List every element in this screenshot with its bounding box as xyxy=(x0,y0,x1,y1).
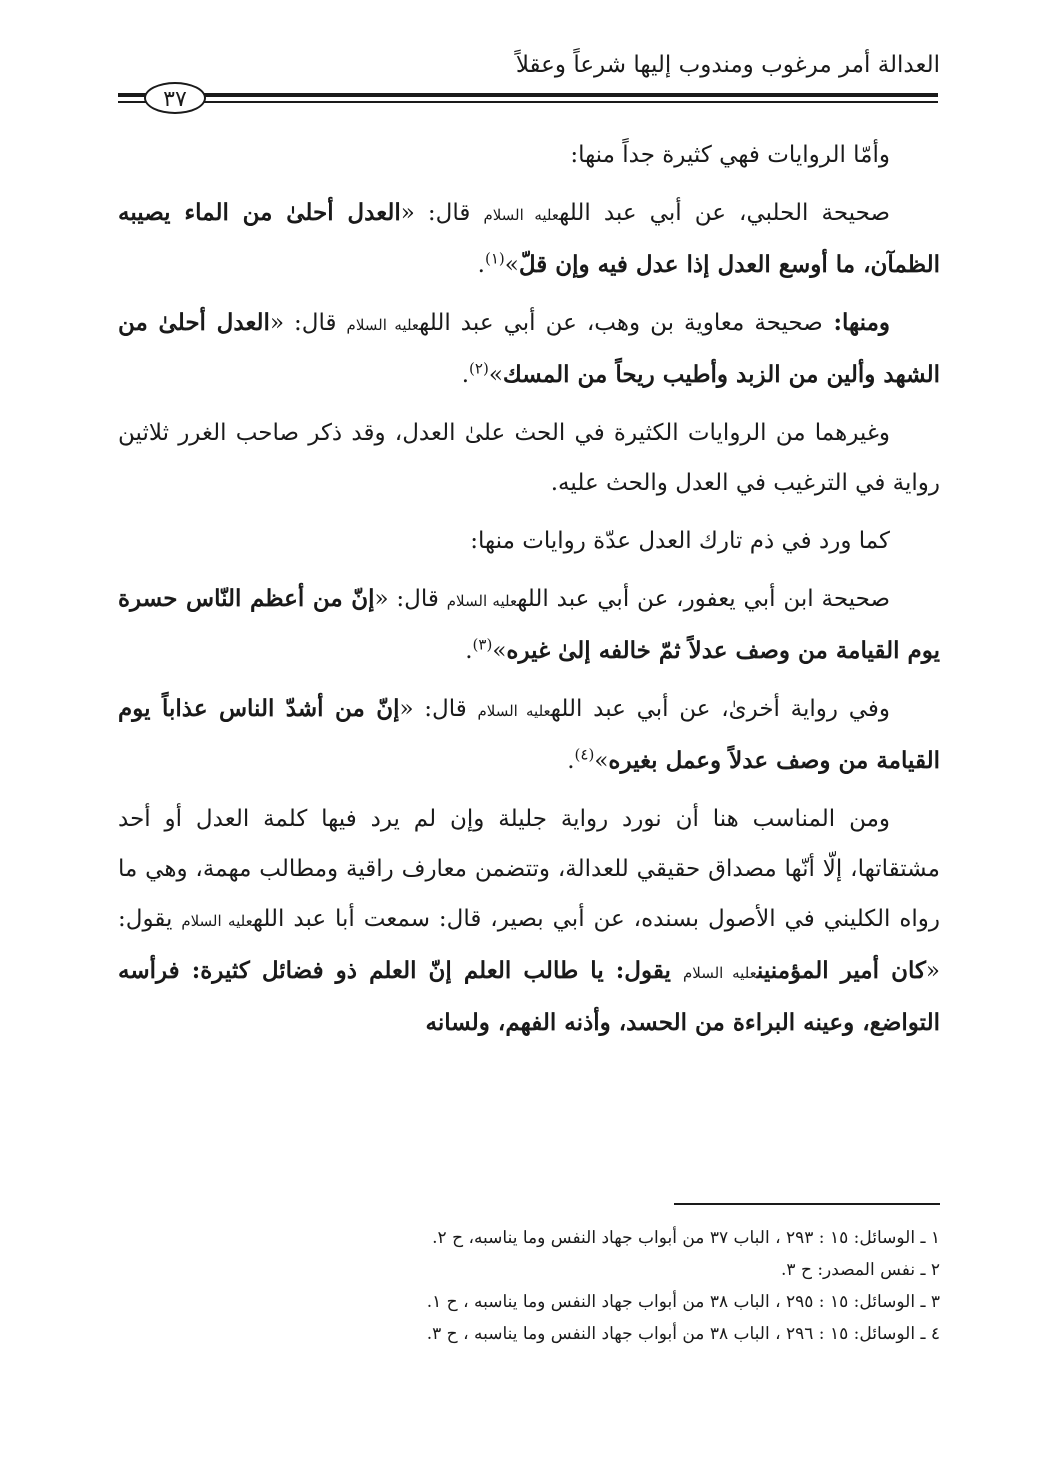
hadith-quote: العدل أحلىٰ من الماء يصيبه الظمآن، ما أوسع العدل إذا عدل فيه وإن قلّ xyxy=(118,199,940,278)
honorific: عليه السلام xyxy=(477,702,551,720)
footnote-ref-1[interactable]: (١) xyxy=(484,249,505,268)
paragraph-1 xyxy=(118,130,940,180)
footnote-ref-4[interactable]: (٤) xyxy=(574,745,595,764)
hadith-quote: العدل أحلىٰ من الشهد وألين من الزبد وأطيب ريحاً من المسك xyxy=(118,309,940,388)
quote-close: » xyxy=(492,638,507,664)
quote-open: قال: « xyxy=(400,200,484,226)
paragraph-5 xyxy=(118,516,940,566)
paragraph-4 xyxy=(118,408,940,508)
paragraph-6: صحيحة ابن أبي يعفور، عن أبي عبد اللهعليه السلام قال: «إنّ من أعظم النّاس حسرة يوم القيامة من وصف عدلاً ثمّ خالفه إلىٰ غيره»$^{(٣)}$. xyxy=(118,585,940,664)
footnote-3: ٣ ـ الوسائل: ١٥ : ٢٩٥ ، الباب ٣٨ من أبواب جهاد النفس وما يناسبه ، ح ١. xyxy=(426,1292,940,1312)
footnote-1: ١ ـ الوسائل: ١٥ : ٢٩٣ ، الباب ٣٧ من أبواب جهاد النفس وما يناسبه، ح ٢. xyxy=(432,1228,940,1248)
hadith-quote: إنّ من أشدّ الناس عذاباً يوم القيامة من وصف عدلاً وعمل بغيره xyxy=(118,695,940,774)
running-title: العدالة أمر مرغوب ومندوب إليها شرعاً وعقلاً xyxy=(515,52,940,78)
paragraph-7: وفي رواية أخرىٰ، عن أبي عبد اللهعليه السلام قال: «إنّ من أشدّ الناس عذاباً يوم القيامة من وصف عدلاً وعمل بغيره»$^{(٤)}$. xyxy=(118,695,940,774)
paragraph-6-intro: صحيحة ابن أبي يعفور، عن أبي عبد الله xyxy=(517,586,890,612)
paragraph-2: صحيحة الحلبي، عن أبي عبد اللهعليه السلام قال: «العدل أحلىٰ من الماء يصيبه الظمآن، ما أوسع العدل إذا عدل فيه وإن قلّ»$^{(١)}$. xyxy=(118,199,940,278)
paragraph-7-intro: وفي رواية أخرىٰ، عن أبي عبد الله xyxy=(550,696,890,722)
hadith-quote-part-b: يقول: يا طالب العلم إنّ العلم ذو فضائل كثيرة: فرأسه التواضع، وعينه البراءة من الحسد، وأذنه الفهم، ولسانه xyxy=(118,957,940,1036)
paragraph-8 xyxy=(118,794,940,1048)
honorific: عليه السلام xyxy=(682,964,757,982)
paragraph-3: ومنها: صحيحة معاوية بن وهب، عن أبي عبد اللهعليه السلام قال: «العدل أحلىٰ من الشهد وألين من الزبد وأطيب ريحاً من المسك»$^{(٢)}$. xyxy=(118,309,940,388)
paragraph-5-text: كما ورد في ذم تارك العدل عدّة روايات منها: xyxy=(470,528,890,554)
page-number: ٣٧ xyxy=(144,82,206,114)
footnote-ref-2[interactable]: (٢) xyxy=(469,359,489,378)
quote-open: قال: « xyxy=(269,310,347,336)
honorific: عليه السلام xyxy=(346,316,420,334)
honorific: عليه السلام xyxy=(181,912,253,930)
honorific: عليه السلام xyxy=(483,206,560,224)
footnote-ref-3[interactable]: (٣) xyxy=(472,635,493,654)
header-rule-thick xyxy=(118,93,938,97)
footnote-divider xyxy=(674,1203,940,1205)
quote-open: قال: « xyxy=(374,586,447,612)
paragraph-3-lead: ومنها: xyxy=(822,309,891,336)
header-rule-thin xyxy=(118,101,938,103)
honorific: عليه السلام xyxy=(446,592,518,610)
quote-open: قال: « xyxy=(399,696,478,722)
footnote-2: ٢ ـ نفس المصدر: ح ٣. xyxy=(781,1260,940,1280)
footnote-4: ٤ ـ الوسائل: ١٥ : ٢٩٦ ، الباب ٣٨ من أبواب جهاد النفس وما يناسبه ، ح ٣. xyxy=(426,1324,940,1344)
quote-close: » xyxy=(488,362,503,388)
quote-open: يقول: « xyxy=(118,906,940,984)
paragraph-3-intro: صحيحة معاوية بن وهب، عن أبي عبد الله xyxy=(419,310,823,336)
footnotes xyxy=(120,1222,940,1350)
paragraph-4-text: وغيرهما من الروايات الكثيرة في الحث علىٰ العدل، وقد ذكر صاحب الغرر ثلاثين رواية في الترغيب في العدل والحث عليه. xyxy=(118,420,940,496)
hadith-quote: إنّ من أعظم النّاس حسرة يوم القيامة من وصف عدلاً ثمّ خالفه إلىٰ غيره xyxy=(118,585,940,664)
paragraph-2-intro: صحيحة الحلبي، عن أبي عبد الله xyxy=(559,200,890,226)
quote-close: » xyxy=(594,748,609,774)
body-text xyxy=(118,130,940,1056)
paragraph-1-text: وأمّا الروايات فهي كثيرة جداً منها: xyxy=(570,142,890,168)
quote-close: » xyxy=(504,252,519,278)
hadith-quote-part-a: كان أمير المؤمنين xyxy=(756,957,926,984)
paragraph-8-intro: ومن المناسب هنا أن نورد رواية جليلة وإن لم يرد فيها كلمة العدل أو أحد مشتقاتها، إلّا أنّها مصداق حقيقي للعدالة، وتتضمن معارف راقية ومطالب مهمة، وهي ما رواه الكليني في الأصول بسنده، عن أبي بصير، قال: سمعت أبا عبد الله xyxy=(118,806,940,932)
